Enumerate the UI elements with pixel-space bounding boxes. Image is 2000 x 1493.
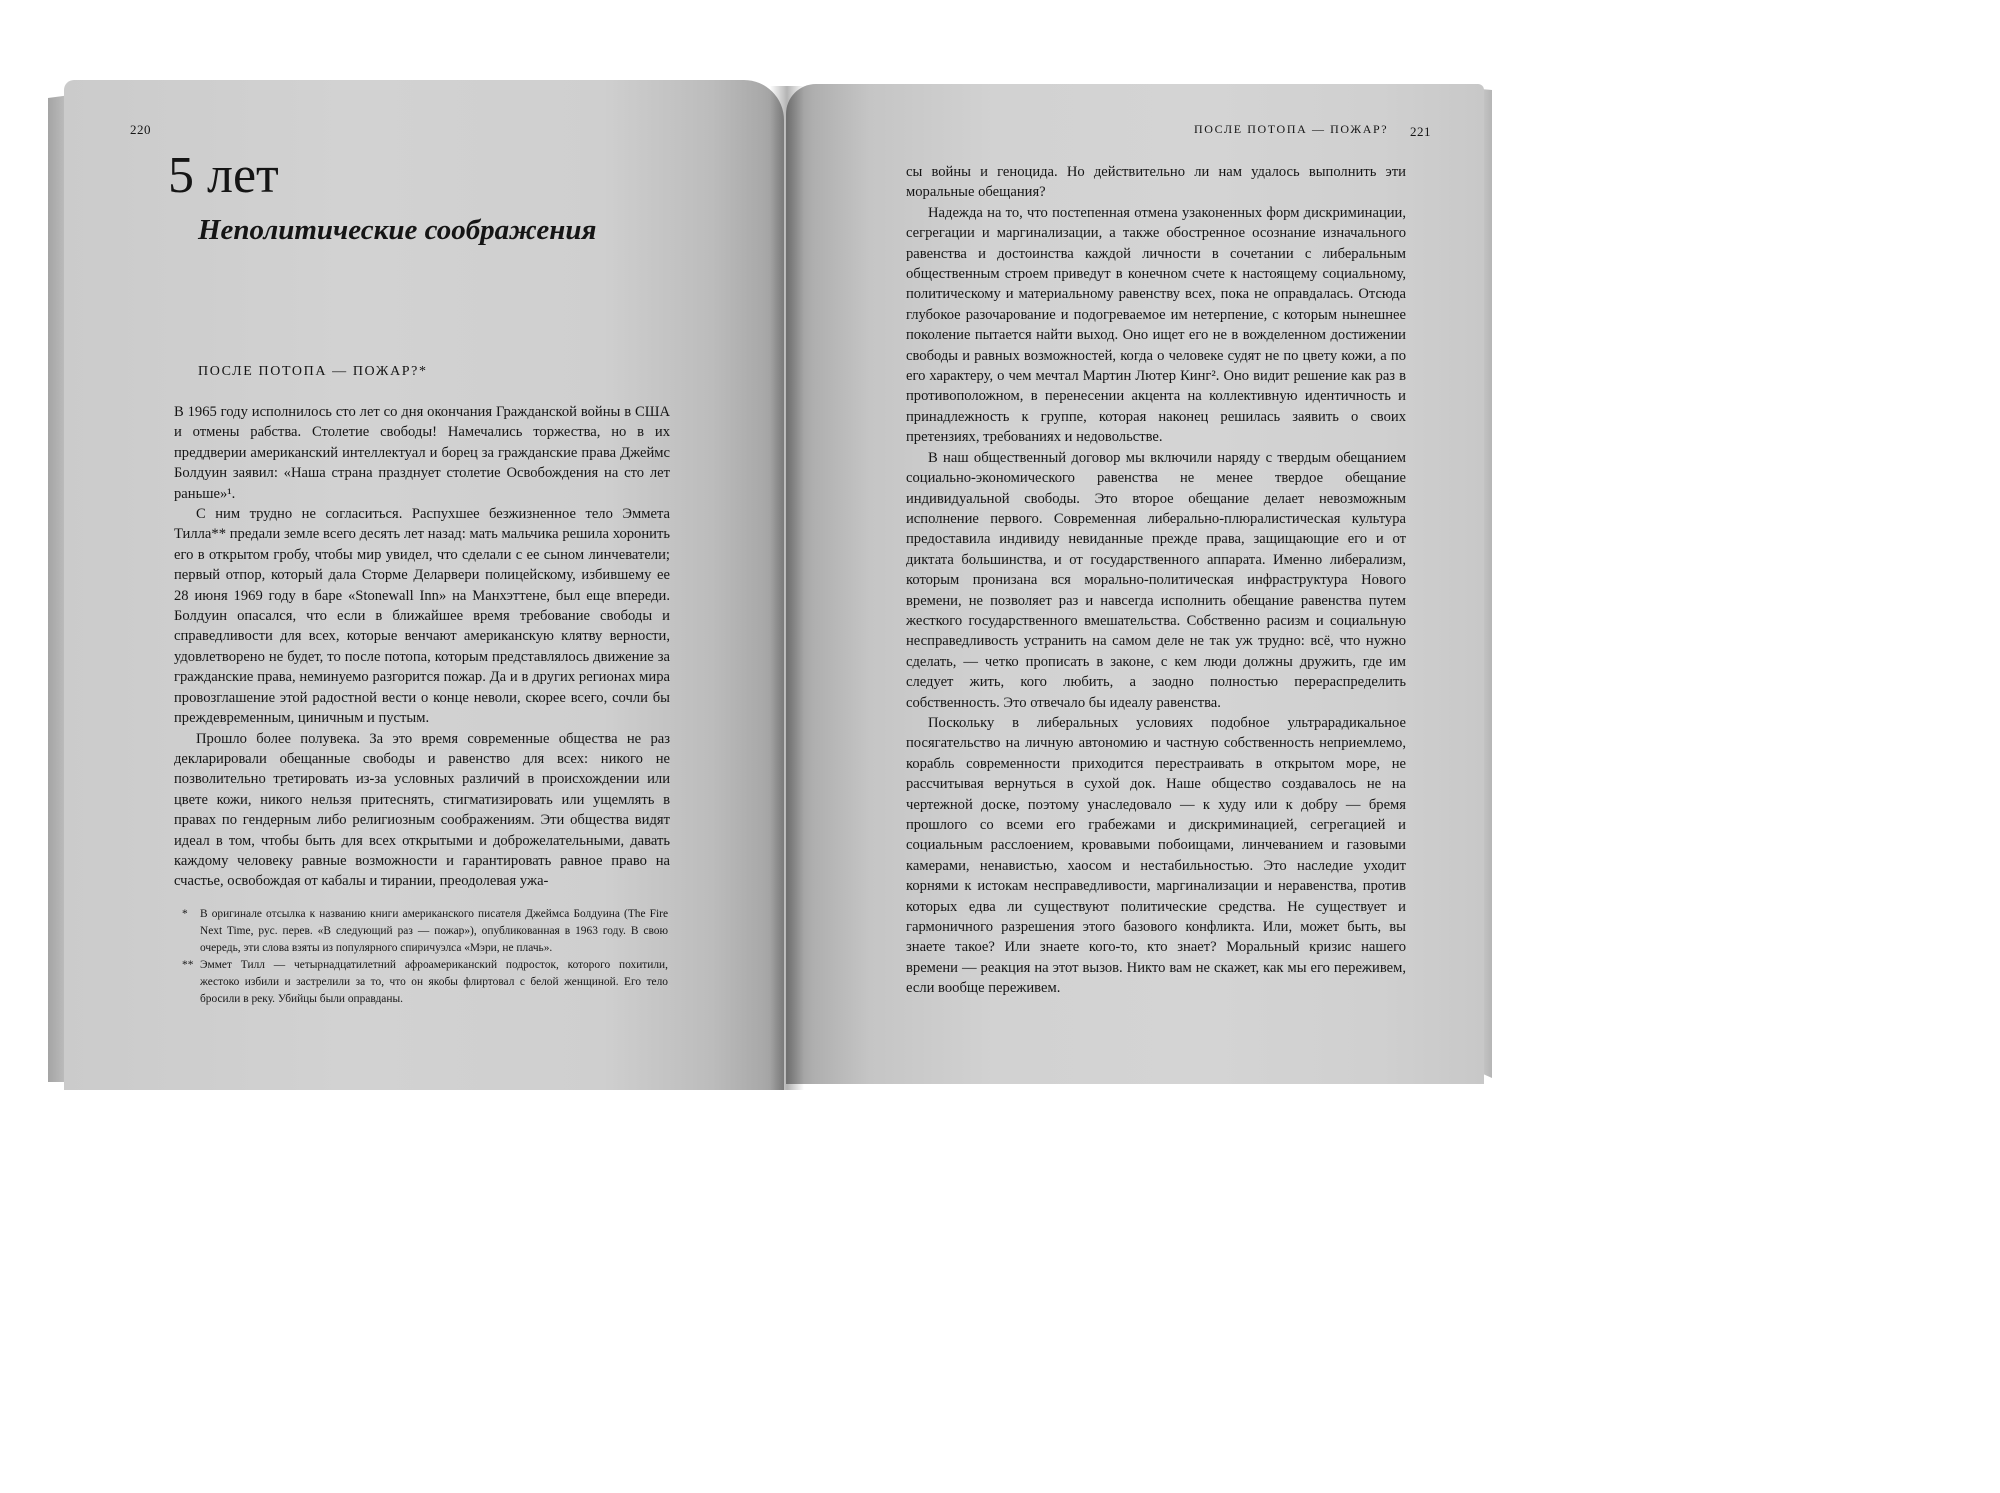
- page-number: 221: [1410, 124, 1431, 139]
- paragraph: В наш общественный договор мы включили наряду с твердым обещанием социально-экономического равенства не менее твердое обещание индивидуальной свободы. Это второе обещание делает невозможным исполнение первого. Современная либерально-плюралистическая культура предоставила индивиду невиданные прежде права, защищающие его и от диктата большинства, и от государственного аппарата. Именно либерализм, которым пронизана вся морально-политическая инфраструктура Нового времени, не позволяет раз и навсегда исполнить обещание равенства путем жесткого государственного вмешательства. Собственно расизм и социальную несправедливость устранить на самом деле не так уж трудно: всё, что нужно сделать, — четко прописать в законе, с кем люди должны дружить, где им следует жить, кого любить, а заодно полностью перераспределить собственность. Это отвечало бы идеалу равенства.: [906, 449, 1406, 711]
- chapter-title: 5 лет: [168, 147, 279, 204]
- right-page: [786, 84, 1484, 1084]
- page-number: 220: [130, 122, 151, 137]
- footnote-mark: *: [182, 908, 188, 920]
- book-gutter-shadow: [770, 86, 804, 1090]
- footnote-text: В оригинале отсылка к названию книги американского писателя Джеймса Болдуина (The Fire Next Time, рус. перев. «В следующий раз — пожар»), опубликованная в 1963 году. В свою очередь, эти слова взяты из популярного спиричуэлса «Мэри, не плачь».: [200, 908, 668, 954]
- footnote-mark: **: [182, 959, 194, 971]
- paragraph: С ним трудно не согласиться. Распухшее безжизненное тело Эммета Тилла** предали земле всего десять лет назад: мать мальчика решила хоронить его в открытом гробу, чтобы мир увидел, что сделали с ее сыном линчеватели; первый отпор, который дала Сторме Деларвери полицейскому, избившему ее 28 июня 1969 году в баре «Stonewall Inn» на Манхэттене, был еще впереди. Болдуин опасался, что если в ближайшее время требование свободы и справедливости для всех, которые венчают американскую клятву верности, удовлетворено не будет, то после потопа, которым представлялось движение за гражданские права, неминуемо разгорится пожар. Да и в других регионах мира провозглашение этой радостной вести о конце неволи, скорее всего, сочли бы преждевременным, циничным и пустым.: [174, 506, 670, 727]
- footnote-text: Эммет Тилл — четырнадцатилетний афроамериканский подросток, которого похитили, жестоко избили и застрелили за то, что он якобы флиртовал с белой женщиной. Его тело бросили в реку. Убийцы были оправданы.: [200, 959, 668, 1005]
- paragraph: В 1965 году исполнилось сто лет со дня окончания Гражданской войны в США и отмены рабства. Столетие свободы! Намечались торжества, но в их преддверии американский интеллектуал и борец за гражданские права Джеймс Болдуин заявил: «Наша страна празднует столетие Освобождения на сто лет раньше»¹.: [174, 404, 670, 502]
- paragraph: Прошло более полувека. За это время современные общества не раз декларировали обещанные свободы и равенство для всех: никого не позволительно третировать из-за условных различий в происхождении или цвете кожи, никого нельзя притеснять, стигматизировать или ущемлять в правах по гендерным либо религиозным соображениям. Эти общества видят идеал в том, чтобы быть для всех открытыми и доброжелательными, давать каждому человеку равные возможности и гарантировать равное право на счастье, освобождая от кабалы и тирании, преодолевая ужа-: [174, 730, 670, 890]
- section-heading: ПОСЛЕ ПОТОПА — ПОЖАР?*: [198, 364, 428, 379]
- left-page: [64, 80, 784, 1090]
- footnote: [182, 957, 668, 1008]
- chapter-subtitle: Неполитические соображения: [198, 214, 597, 246]
- paragraph: Поскольку в либеральных условиях подобное ультрарадикальное посягательство на личную автономию и частную собственность неприемлемо, корабль современности приходится перестраивать в открытом море, не рассчитывая вернуться в сухой док. Наше общество создавалось не на чертежной доске, поэтому унаследовало — к худу или к добру — бремя прошлого со всеми его грабежами и дискриминацией, сегрегацией и социальным расслоением, кровавыми побоищами, линчеванием и газовыми камерами, ненавистью, хаосом и нестабильностью. Это наследие уходит корнями к истокам несправедливости, маргинализации и неравенства, против которых едва ли существуют политические средства. Не существует и гармоничного разрешения этого базового конфликта. Или, может быть, вы знаете такое? Или знаете кого-то, кто знает? Моральный кризис нашего времени — реакция на этот вызов. Никто вам не скажет, как мы его переживем, если вообще переживем.: [906, 714, 1406, 997]
- paragraph: сы войны и геноцида. Но действительно ли нам удалось выполнить эти моральные обещания?: [906, 164, 1406, 201]
- footnotes: [182, 906, 668, 1008]
- footnote: [182, 906, 668, 957]
- body-text: [906, 162, 1406, 999]
- paragraph: Надежда на то, что постепенная отмена узаконенных форм дискриминации, сегрегации и маргинализации, а также обостренное осознание изначального равенства и достоинства каждой личности в сочетании с либеральным общественным строем приведут в конечном счете к настоящему социальному, политическому и материальному равенству всех, пока не оправдалась. Отсюда глубокое разочарование и подогреваемое им нетерпение, с которым нынешнее поколение пытается найти выход. Оно ищет его не в вожделенном достижении свободы и равных возможностей, когда о человеке судят не по цвету кожи, а по его характеру, о чем мечтал Мартин Лютер Кинг². Оно видит решение как раз в противоположном, в перенесении акцента на коллективную идентичность и принадлежность к группе, которая наконец решилась заявить о своих претензиях, требованиях и недовольстве.: [906, 204, 1406, 446]
- running-header: ПОСЛЕ ПОТОПА — ПОЖАР?: [1194, 122, 1389, 136]
- body-text: [174, 402, 670, 892]
